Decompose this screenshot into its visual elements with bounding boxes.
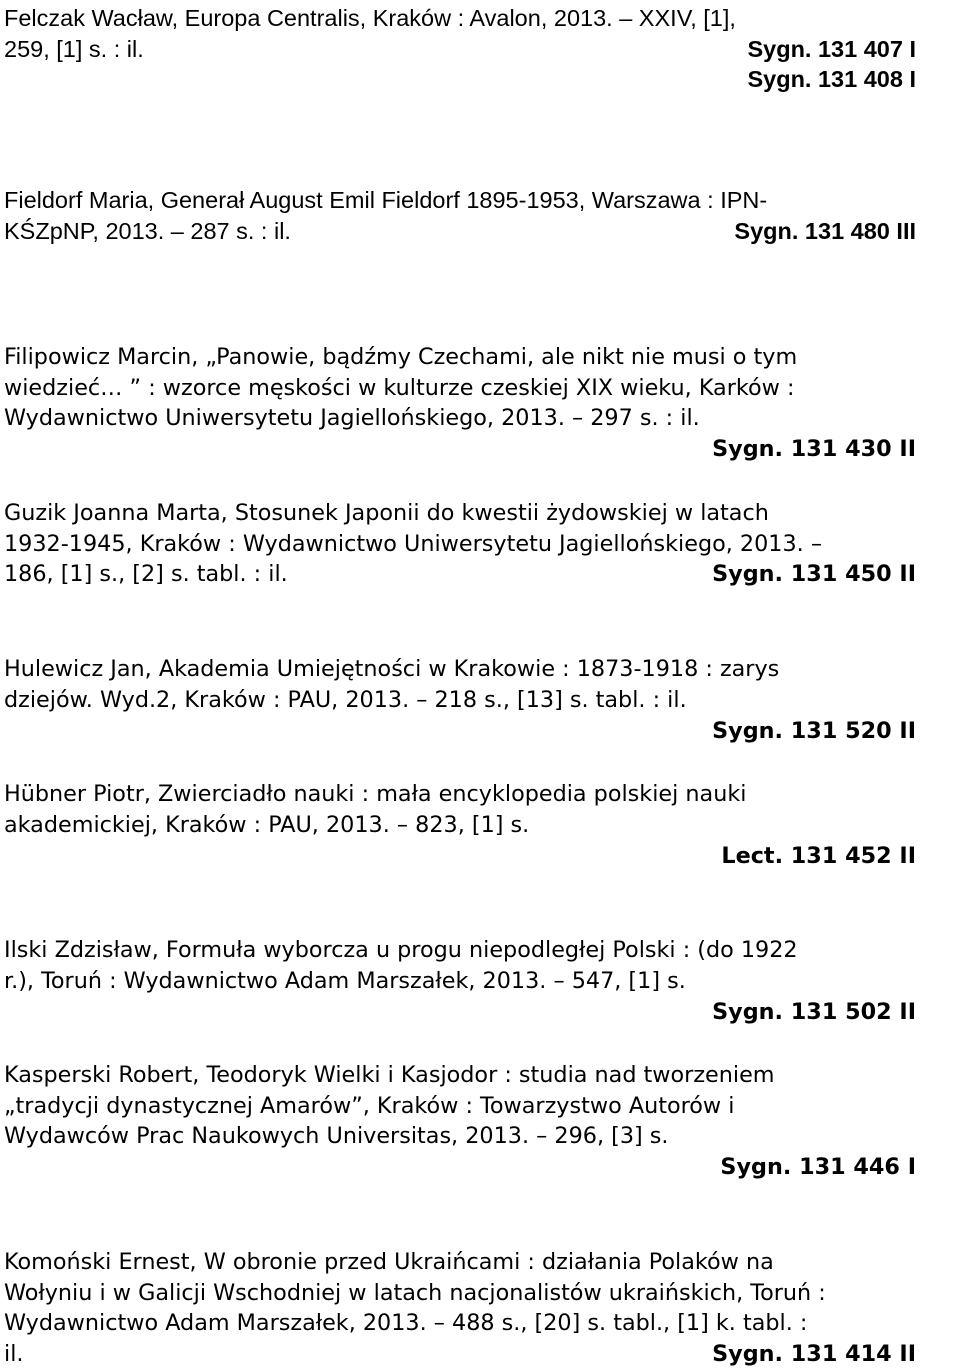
entry-line: Guzik Joanna Marta, Stosunek Japonii do kwestii żydowskiej w latach [4,500,769,526]
call-number: Sygn. 131 450 II [712,561,916,587]
entry-line: Ilski Zdzisław, Formuła wyborcza u progu niepodległej Polski : (do 1922 [4,937,798,963]
entry-line: KŚZpNP, 2013. – 287 s. : il. [4,217,291,244]
entry-line: Wydawców Prac Naukowych Universitas, 2013. – 296, [3] s. [4,1123,669,1149]
entry-line: Wydawnictwo Uniwersytetu Jagiellońskiego, 2013. – 297 s. : il. [4,405,700,431]
entry-line: Hübner Piotr, Zwierciadło nauki : mała encyklopedia polskiej nauki [4,781,747,807]
catalog-entry [4,342,954,462]
catalog-entry [4,185,954,246]
catalog-entry [4,498,954,590]
entry-line: „tradycji dynastycznej Amarów”, Kraków : Towarzystwo Autorów i [4,1092,735,1119]
catalog-entry [4,3,954,95]
call-number: Lect. 131 452 II [721,843,916,869]
entry-line: Kasperski Robert, Teodoryk Wielki i Kasjodor : studia nad tworzeniem [4,1062,775,1088]
entry-line: 186, [1] s., [2] s. tabl. : il. [4,561,288,587]
entry-line: r.), Toruń : Wydawnictwo Adam Marszałek, 2013. – 547, [1] s. [4,967,686,994]
entry-line: Felczak Wacław, Europa Centralis, Kraków : Avalon, 2013. – XXIV, [1], [4,5,736,31]
catalog-entry [4,1060,954,1180]
entry-line: Fieldorf Maria, Generał August Emil Fieldorf 1895-1953, Warszawa : IPN- [4,187,768,213]
entry-line: 259, [1] s. : il. [4,35,144,62]
catalog-entry [4,935,954,1025]
entry-line: akademickiej, Kraków : PAU, 2013. – 823, [1] s. [4,811,530,838]
call-number: Sygn. 131 408 I [747,66,916,92]
catalog-entry [4,779,954,869]
entry-line: Hulewicz Jan, Akademia Umiejętności w Krakowie : 1873-1918 : zarys [4,656,780,682]
entry-line: Filipowicz Marcin, „Panowie, bądźmy Czechami, ale nikt nie musi o tym [4,344,798,370]
call-number: Sygn. 131 520 II [712,718,916,744]
call-number: Sygn. 131 430 II [712,436,916,462]
call-number: Sygn. 131 502 II [712,999,916,1025]
catalog-entry [4,654,954,744]
catalog-entry [4,1247,954,1369]
entry-line: il. [4,1340,24,1367]
entry-line: Wydawnictwo Adam Marszałek, 2013. – 488 s., [20] s. tabl., [1] k. tabl. : [4,1310,808,1336]
entry-line: Wołyniu i w Galicji Wschodniej w latach nacjonalistów ukraińskich, Toruń : [4,1279,826,1306]
entry-line: dziejów. Wyd.2, Kraków : PAU, 2013. – 218 s., [13] s. tabl. : il. [4,686,687,713]
call-number: Sygn. 131 480 III [734,217,916,244]
call-number: Sygn. 131 414 II [712,1341,916,1367]
entry-line: Komoński Ernest, W obronie przed Ukraińcami : działania Polaków na [4,1249,774,1275]
call-number: Sygn. 131 407 I [747,35,916,62]
entry-line: 1932-1945, Kraków : Wydawnictwo Uniwersytetu Jagiellońskiego, 2013. – [4,530,822,557]
entry-line: wiedzieć… ” : wzorce męskości w kulturze czeskiej XIX wieku, Karków : [4,374,795,401]
call-number: Sygn. 131 446 I [720,1154,916,1180]
